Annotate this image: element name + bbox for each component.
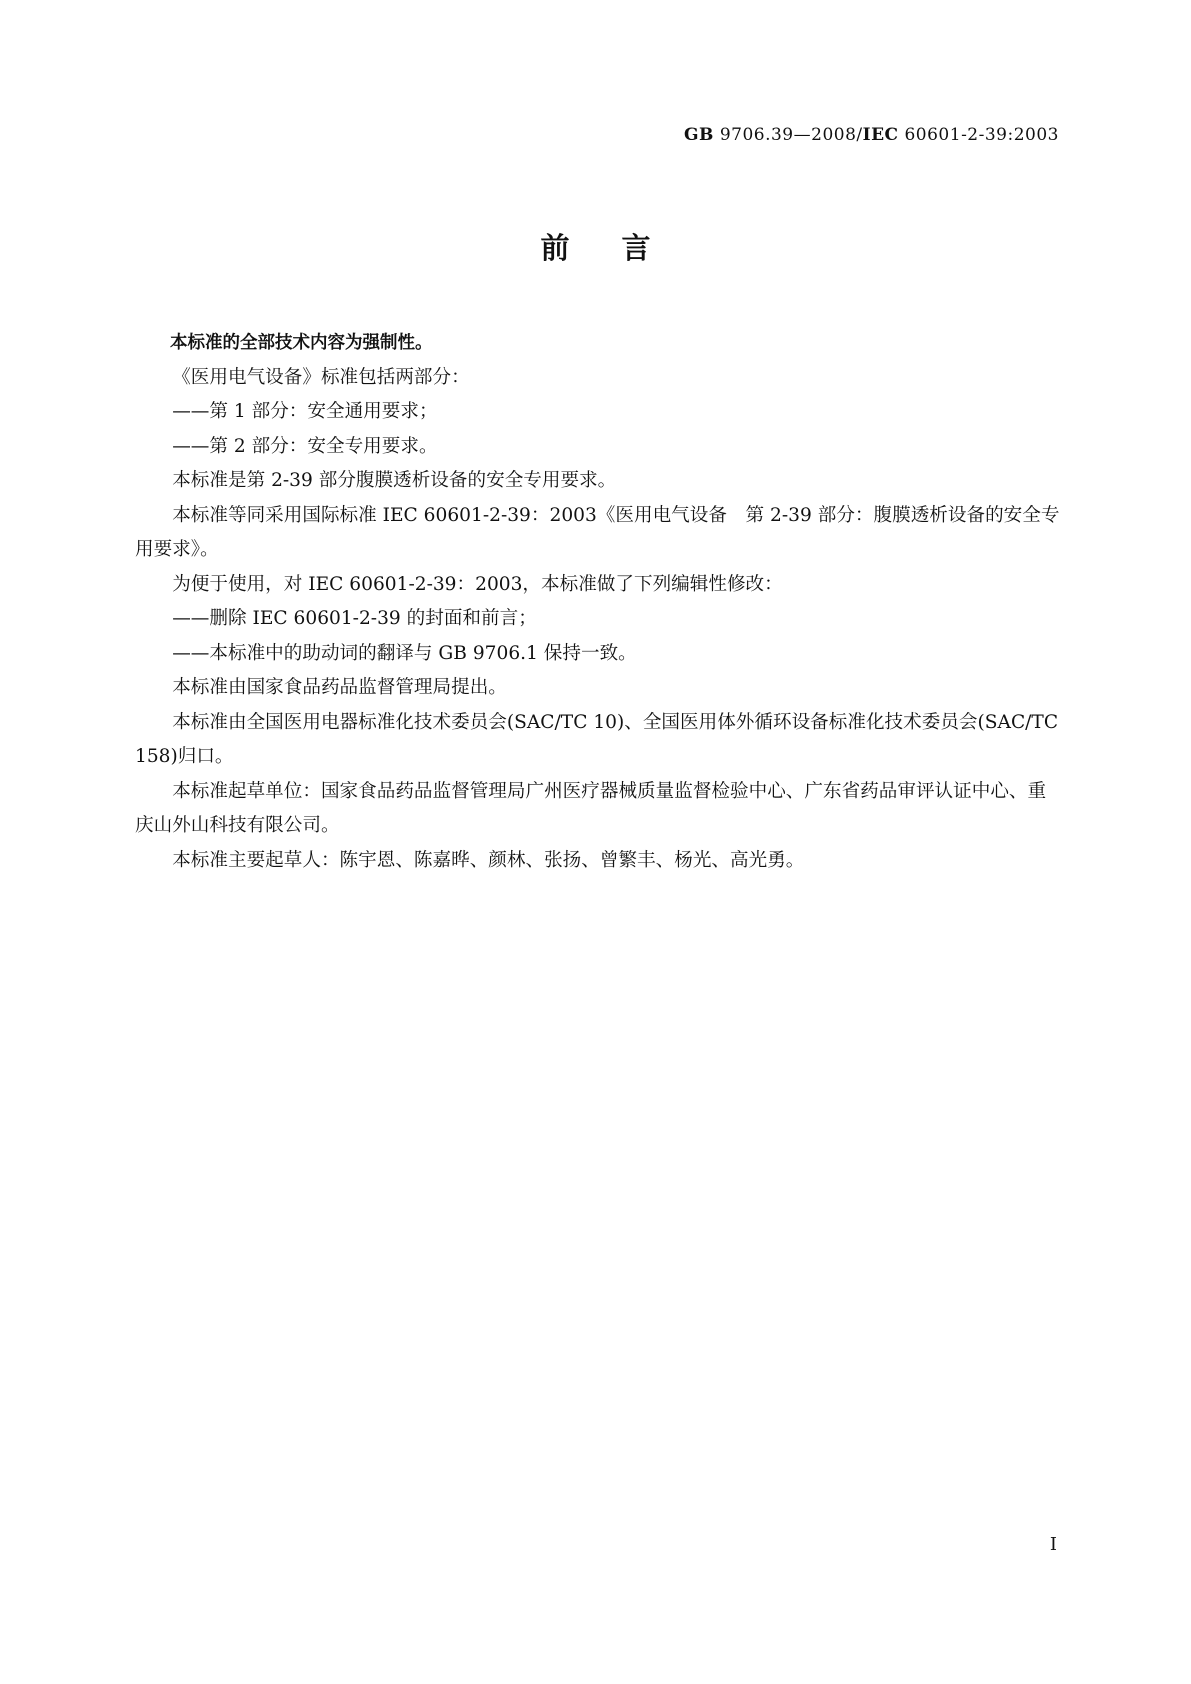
running-header [684,125,1059,145]
paragraph: 本标准起草单位：国家食品药品监督管理局广州医疗器械质量监督检验中心、广东省药品审评认证中心、重庆山外山科技有限公司。 [135,780,1047,836]
header-iec-prefix: IEC [862,125,899,145]
list-item: ——本标准中的助动词的翻译与 GB 9706.1 保持一致。 [172,642,637,664]
list-item: ——删除 IEC 60601-2-39 的封面和前言； [172,608,537,629]
list-item: ——第 2 部分：安全专用要求。 [172,435,438,457]
header-iec-number: 60601-2-39:2003 [904,125,1059,145]
header-std-number: 9706.39—2008/ [719,125,863,145]
foreword-body [135,326,1060,878]
paragraph: 本标准等同采用国际标准 IEC 60601-2-39：2003《医用电气设备 第 2-39 部分：腹膜透析设备的安全专用要求》。 [135,504,1060,560]
paragraph: 本标准是第 2-39 部分腹膜透析设备的安全专用要求。 [172,470,617,491]
paragraph: 本标准由全国医用电器标准化技术委员会(SAC/TC 10)、全国医用体外循环设备标准化技术委员会(SAC/TC 158)归口。 [135,711,1059,767]
header-std-prefix: GB [684,125,714,145]
page-number: I [1049,1534,1057,1555]
paragraph: 为便于使用，对 IEC 60601-2-39：2003，本标准做了下列编辑性修改： [172,573,783,595]
paragraph: 《医用电气设备》标准包括两部分： [172,366,470,388]
paragraph: 本标准由国家食品药品监督管理局提出。 [172,677,507,698]
paragraph: 本标准主要起草人：陈宇恩、陈嘉晔、颜林、张扬、曾繁丰、杨光、高光勇。 [172,849,805,871]
paragraph-mandatory: 本标准的全部技术内容为强制性。 [170,333,433,353]
list-item: ——第 1 部分：安全通用要求； [172,401,438,422]
page-title: 前言 [540,231,703,265]
